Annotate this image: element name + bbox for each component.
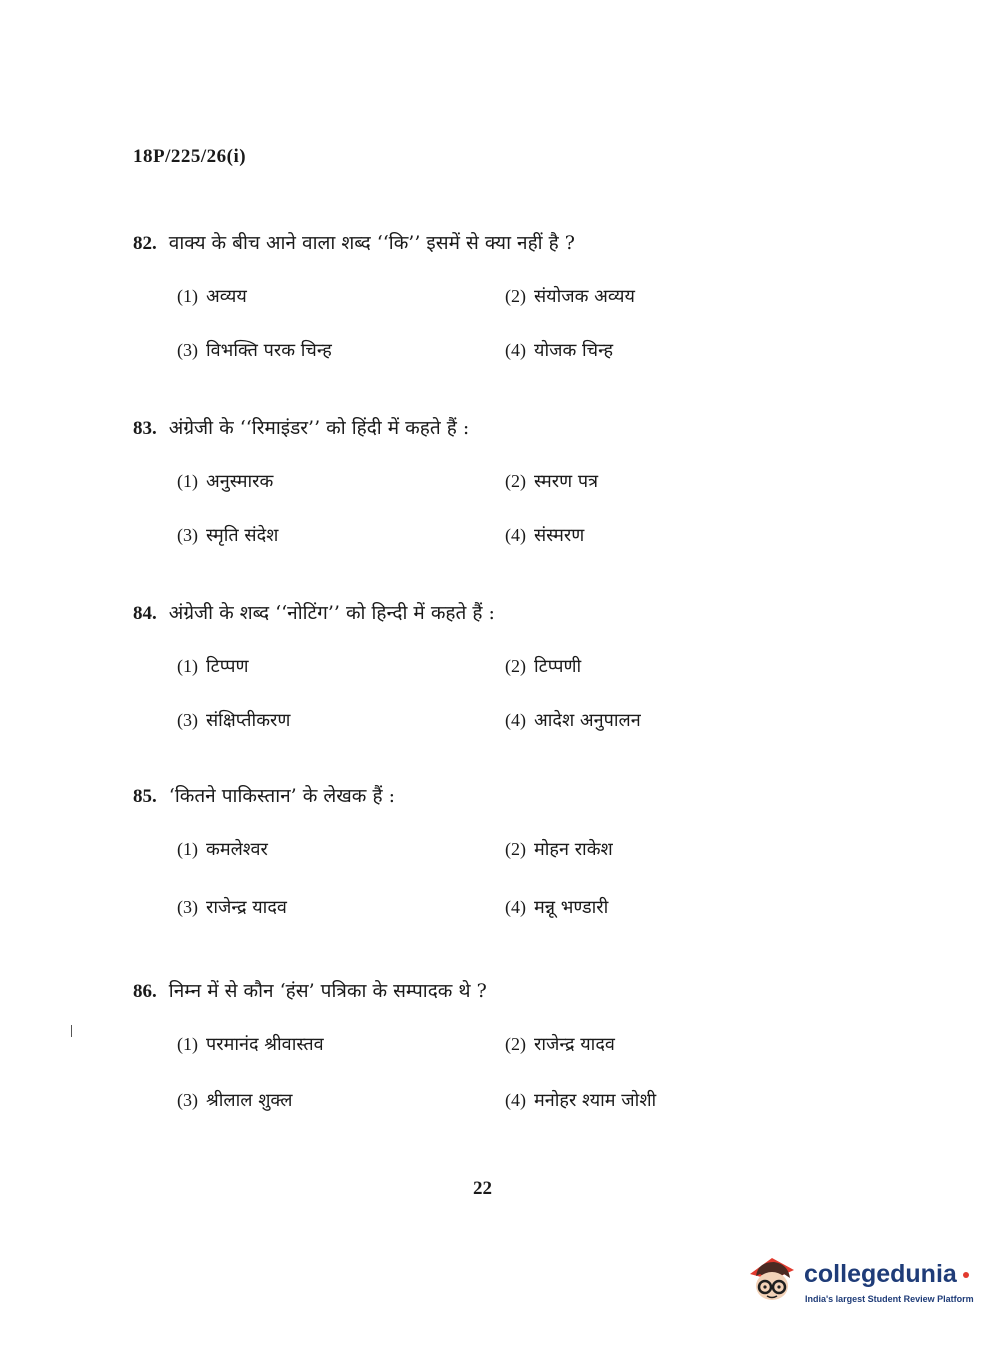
student-mascot-icon bbox=[744, 1250, 802, 1308]
page-number: 22 bbox=[473, 1178, 492, 1199]
option-2: (2) संयोजक अव्यय bbox=[505, 286, 635, 307]
question-85 bbox=[133, 783, 773, 949]
logo-tagline: India's largest Student Review Platform bbox=[805, 1294, 974, 1304]
option-2: (2) राजेन्द्र यादव bbox=[505, 1034, 615, 1055]
options bbox=[133, 837, 773, 949]
question-text: अंग्रेजी के ‘‘रिमाइंडर’’ को हिंदी में कहते हैं : bbox=[168, 417, 470, 439]
margin-mark bbox=[71, 1025, 72, 1037]
option-1: (1) टिप्पण bbox=[177, 656, 249, 677]
question-86 bbox=[133, 978, 773, 1142]
question-text: निम्न में से कौन ‘हंस’ पत्रिका के सम्पादक थे ? bbox=[168, 980, 487, 1002]
question-text: अंग्रेजी के शब्द ‘‘नोटिंग’’ को हिन्दी में कहते हैं : bbox=[168, 602, 495, 624]
question-number: 86. bbox=[133, 981, 157, 1002]
options bbox=[133, 284, 773, 392]
option-4: (4) मन्नू भण्डारी bbox=[505, 897, 609, 918]
options bbox=[133, 1032, 773, 1142]
question-text: ‘कितने पाकिस्तान’ के लेखक हैं : bbox=[168, 785, 395, 807]
option-1: (1) अव्यय bbox=[177, 286, 247, 307]
option-1: (1) अनुस्मारक bbox=[177, 471, 274, 492]
document-code: 18P/225/26(i) bbox=[133, 146, 247, 167]
option-4: (4) योजक चिन्ह bbox=[505, 340, 614, 361]
question-text: वाक्य के बीच आने वाला शब्द ‘‘कि’’ इसमें से क्या नहीं है ? bbox=[168, 232, 575, 254]
option-4: (4) आदेश अनुपालन bbox=[505, 710, 641, 731]
collegedunia-logo bbox=[744, 1250, 974, 1314]
option-1: (1) परमानंद श्रीवास्तव bbox=[177, 1034, 324, 1055]
option-4: (4) मनोहर श्याम जोशी bbox=[505, 1090, 657, 1111]
option-1: (1) कमलेश्वर bbox=[177, 839, 268, 860]
option-2: (2) मोहन राकेश bbox=[505, 839, 613, 860]
option-3: (3) स्मृति संदेश bbox=[177, 525, 279, 546]
question-number: 85. bbox=[133, 786, 157, 807]
question-82 bbox=[133, 230, 773, 392]
logo-dot-icon bbox=[963, 1272, 969, 1278]
question-number: 82. bbox=[133, 233, 157, 254]
option-2: (2) टिप्पणी bbox=[505, 656, 582, 677]
option-3: (3) श्रीलाल शुक्ल bbox=[177, 1090, 293, 1111]
question-number: 84. bbox=[133, 603, 157, 624]
options bbox=[133, 469, 773, 577]
option-2: (2) स्मरण पत्र bbox=[505, 471, 599, 492]
options bbox=[133, 654, 773, 762]
option-3: (3) संक्षिप्तीकरण bbox=[177, 710, 291, 731]
option-4: (4) संस्मरण bbox=[505, 525, 585, 546]
option-3: (3) विभक्ति परक चिन्ह bbox=[177, 340, 332, 361]
question-83 bbox=[133, 415, 773, 577]
question-number: 83. bbox=[133, 418, 157, 439]
option-3: (3) राजेन्द्र यादव bbox=[177, 897, 287, 918]
logo-wordmark: collegedunia bbox=[804, 1260, 957, 1288]
question-84 bbox=[133, 600, 773, 762]
